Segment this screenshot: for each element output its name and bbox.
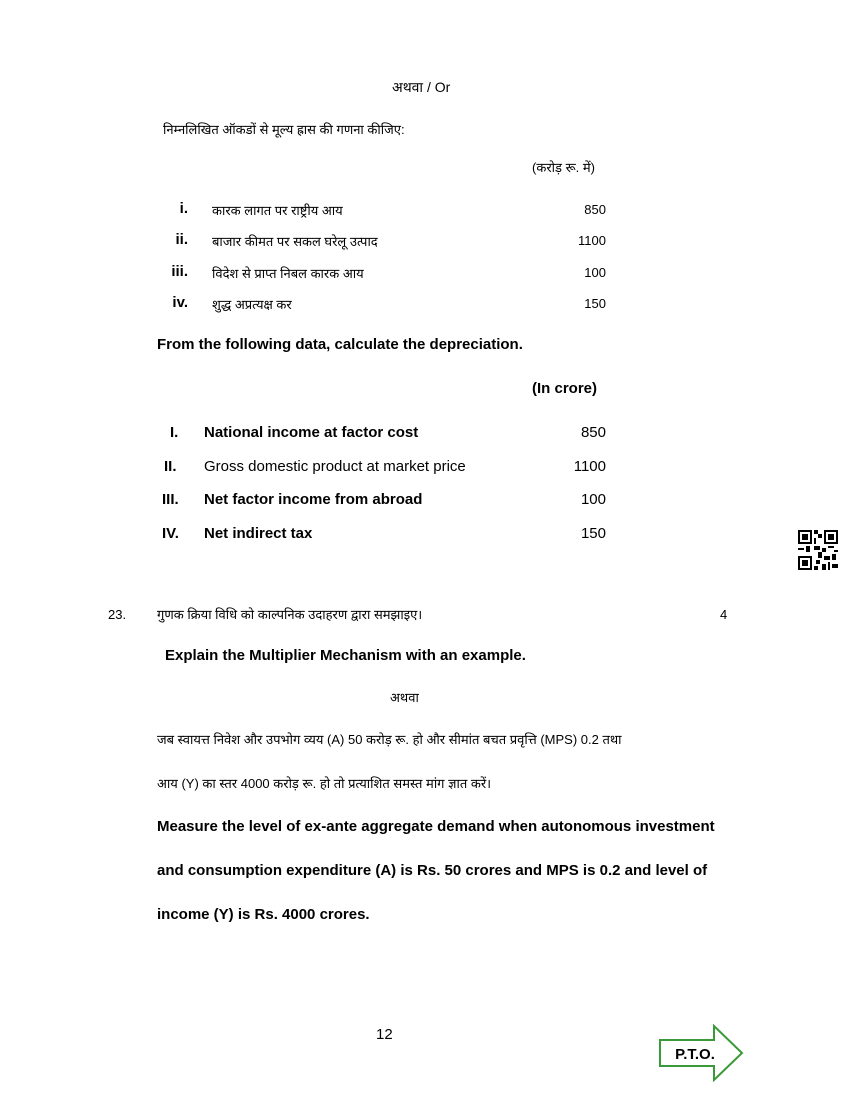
hindi-item-roman: iv. [172,294,188,311]
hindi-item-roman: i. [179,200,188,217]
hindi-item-label: बाजार कीमत पर सकल घरेलू उत्पाद [212,234,378,249]
hindi-instruction: निम्नलिखित ऑकडों से मूल्य ह्रास की गणना कीजिए: [163,122,405,137]
pto-label: P.T.O. [675,1046,715,1063]
english-instruction: From the following data, calculate the depreciation. [157,336,523,353]
q23-english-alt-line1: Measure the level of ex-ante aggregate demand when autonomous investment [157,818,715,835]
q23-english-question: Explain the Multiplier Mechanism with an example. [165,647,526,664]
page-number: 12 [376,1026,393,1043]
english-item-roman: III. [162,491,179,508]
q23-hindi-question: गुणक क्रिया विधि को काल्पनिक उदाहरण द्वारा समझाइए। [157,607,423,622]
english-unit: (In crore) [532,380,598,397]
hindi-item-roman: ii. [175,231,188,248]
q23-english-alt-line3: income (Y) is Rs. 4000 crores. [157,906,370,923]
english-item-value: 1100 [573,458,606,475]
english-item-roman: I. [170,424,179,441]
hindi-item-value: 1100 [578,233,606,248]
q23-hindi-alt-line1: जब स्वायत्त निवेश और उपभोग व्यय (A) 50 करोड़ रू. हो और सीमांत बचत प्रवृत्ति (MPS) 0.2 तथा [157,732,622,747]
english-item-roman: IV. [162,525,179,542]
question-number: 23. [108,607,127,622]
qr-code-icon [798,530,838,570]
q23-or-label: अथवा [390,690,419,705]
hindi-item-value: 850 [584,202,606,217]
hindi-item-label: शुद्ध अप्रत्यक्ष कर [212,297,292,312]
english-item-label: National income at factor cost [204,424,419,441]
english-item-value: 100 [580,491,606,508]
q23-english-alt-line2: and consumption expenditure (A) is Rs. 50 crores and MPS is 0.2 and level of [157,862,708,879]
or-heading: अथवा / Or [392,79,451,95]
hindi-item-value: 150 [584,296,606,311]
hindi-item-label: कारक लागत पर राष्ट्रीय आय [212,203,343,218]
q23-marks: 4 [720,607,728,622]
english-item-label: Net factor income from abroad [204,491,423,508]
english-item-value: 150 [580,525,606,542]
hindi-item-label: विदेश से प्राप्त निबल कारक आय [212,266,364,281]
english-item-label: Gross domestic product at market price [204,458,466,475]
english-item-roman: II. [164,458,177,475]
hindi-item-roman: iii. [171,263,188,280]
q23-hindi-alt-line2: आय (Y) का स्तर 4000 करोड़ रू. हो तो प्रत्याशित समस्त मांग ज्ञात करें। [157,776,492,791]
hindi-item-value: 100 [584,265,606,280]
english-item-label: Net indirect tax [204,525,313,542]
english-item-value: 850 [580,424,606,441]
hindi-unit: (करोड़ रू. में) [532,160,595,175]
